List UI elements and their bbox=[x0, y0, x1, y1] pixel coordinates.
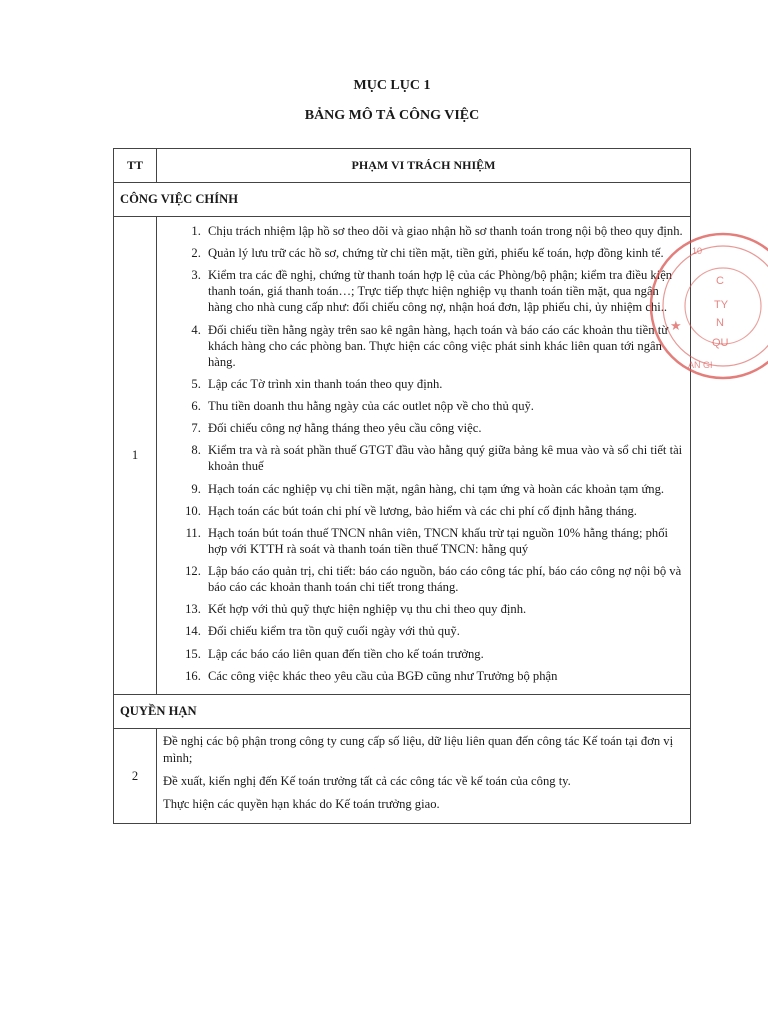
row-number-2: 2 bbox=[114, 729, 157, 824]
duty-item: 4. Đối chiếu tiền hằng ngày trên sao kê ngân hàng, hạch toán và báo cáo các khoản thu tiền từ khách hàng cho các phòng ban. Thực hiện các công việc phát sinh khác liên quan tới ngân hàng. bbox=[204, 322, 684, 370]
svg-text:★: ★ bbox=[670, 318, 682, 333]
duty-item: 2. Quản lý lưu trữ các hồ sơ, chứng từ chi tiền mặt, tiền gửi, phiếu kế toán, hợp đồng kinh tế. bbox=[204, 245, 684, 261]
duty-item: 12. Lập báo cáo quản trị, chi tiết: báo cáo nguồn, báo cáo công tác phí, báo cáo công nợ nội bộ và báo cáo các khoản thanh toán chi tiết trong tháng. bbox=[204, 563, 684, 595]
duty-item: 11. Hạch toán bút toán thuế TNCN nhân viên, TNCN khấu trừ tại nguồn 10% hằng tháng; phối hợp với KTTH rà soát và thanh toán tiền thuế TNCN: hằng quý bbox=[204, 525, 684, 557]
main-duties-cell bbox=[157, 217, 691, 695]
main-duties-row bbox=[114, 217, 691, 695]
doc-subtitle: BẢNG MÔ TẢ CÔNG VIỆC bbox=[304, 108, 480, 123]
duty-item: 7. Đối chiếu công nợ hằng tháng theo yêu cầu công việc. bbox=[204, 420, 684, 436]
duty-item: 3. Kiểm tra các đề nghị, chứng từ thanh toán hợp lệ của các Phòng/bộ phận; kiểm tra điều kiện thanh toán, giá thanh toán…; Trực tiếp thực hiện nghiệp vụ thanh toán tiền mặt, qua ngân hàng cho nhà cung cấp như: đối chiếu công nợ, nhận hoá đơn, lập phiếu chi, ủy nhiệm chi.. bbox=[204, 267, 684, 315]
right-item: Đề nghị các bộ phận trong công ty cung cấp số liệu, dữ liệu liên quan đến công tác Kế toán tại đơn vị mình; bbox=[163, 734, 674, 765]
duty-item: 1. Chịu trách nhiệm lập hồ sơ theo dõi và giao nhận hồ sơ thanh toán trong nội bộ theo quy định. bbox=[204, 223, 684, 239]
duty-item: 10. Hạch toán các bút toán chi phí về lương, bảo hiểm và các chi phí cố định hằng tháng. bbox=[204, 503, 684, 519]
section-title-rights: QUYỀN HẠN bbox=[114, 695, 691, 729]
section-row-main bbox=[114, 183, 691, 217]
doc-title: MỤC LỤC 1 bbox=[353, 78, 431, 93]
rights-row bbox=[114, 729, 691, 824]
svg-text:N: N bbox=[716, 317, 724, 329]
job-description-table bbox=[113, 148, 691, 824]
section-row-rights bbox=[114, 695, 691, 729]
right-item: Thực hiện các quyền hạn khác do Kế toán trưởng giao. bbox=[163, 797, 440, 811]
svg-text:TY: TY bbox=[714, 299, 729, 311]
duty-item: 14. Đối chiếu kiểm tra tồn quỹ cuối ngày với thủ quỹ. bbox=[204, 623, 684, 639]
col-tt-header: TT bbox=[114, 149, 157, 183]
row-number-1: 1 bbox=[114, 217, 157, 695]
svg-text:C: C bbox=[716, 275, 724, 287]
duty-item: 15. Lập các báo cáo liên quan đến tiền cho kế toán trưởng. bbox=[204, 646, 684, 662]
section-title-main: CÔNG VIỆC CHÍNH bbox=[114, 183, 691, 217]
duties-list bbox=[157, 217, 690, 694]
col-scope-header: PHẠM VI TRÁCH NHIỆM bbox=[157, 149, 691, 183]
right-item: Đề xuất, kiến nghị đến Kế toán trưởng tất cả các công tác về kế toán của công ty. bbox=[163, 774, 571, 788]
table-header-row bbox=[114, 149, 691, 183]
duty-item: 13. Kết hợp với thủ quỹ thực hiện nghiệp vụ thu chi theo quy định. bbox=[204, 601, 684, 617]
duty-item: 9. Hạch toán các nghiệp vụ chi tiền mặt, ngân hàng, chi tạm ứng và hoàn các khoản tạm ứng. bbox=[204, 481, 684, 497]
svg-text:QU: QU bbox=[712, 337, 729, 349]
svg-text:10: 10 bbox=[692, 246, 703, 256]
rights-cell bbox=[157, 729, 691, 824]
duty-item: 16. Các công việc khác theo yêu cầu của BGĐ cũng như Trưởng bộ phận bbox=[204, 668, 684, 684]
svg-text:AN GI: AN GI bbox=[688, 360, 713, 370]
duty-item: 5. Lập các Tờ trình xin thanh toán theo quy định. bbox=[204, 376, 684, 392]
duty-item: 6. Thu tiền doanh thu hằng ngày của các outlet nộp về cho thủ quỹ. bbox=[204, 398, 684, 414]
duty-item: 8. Kiểm tra và rà soát phần thuế GTGT đầu vào hằng quý giữa bảng kê mua vào và sổ chi tiết tài khoản thuế bbox=[204, 442, 684, 474]
